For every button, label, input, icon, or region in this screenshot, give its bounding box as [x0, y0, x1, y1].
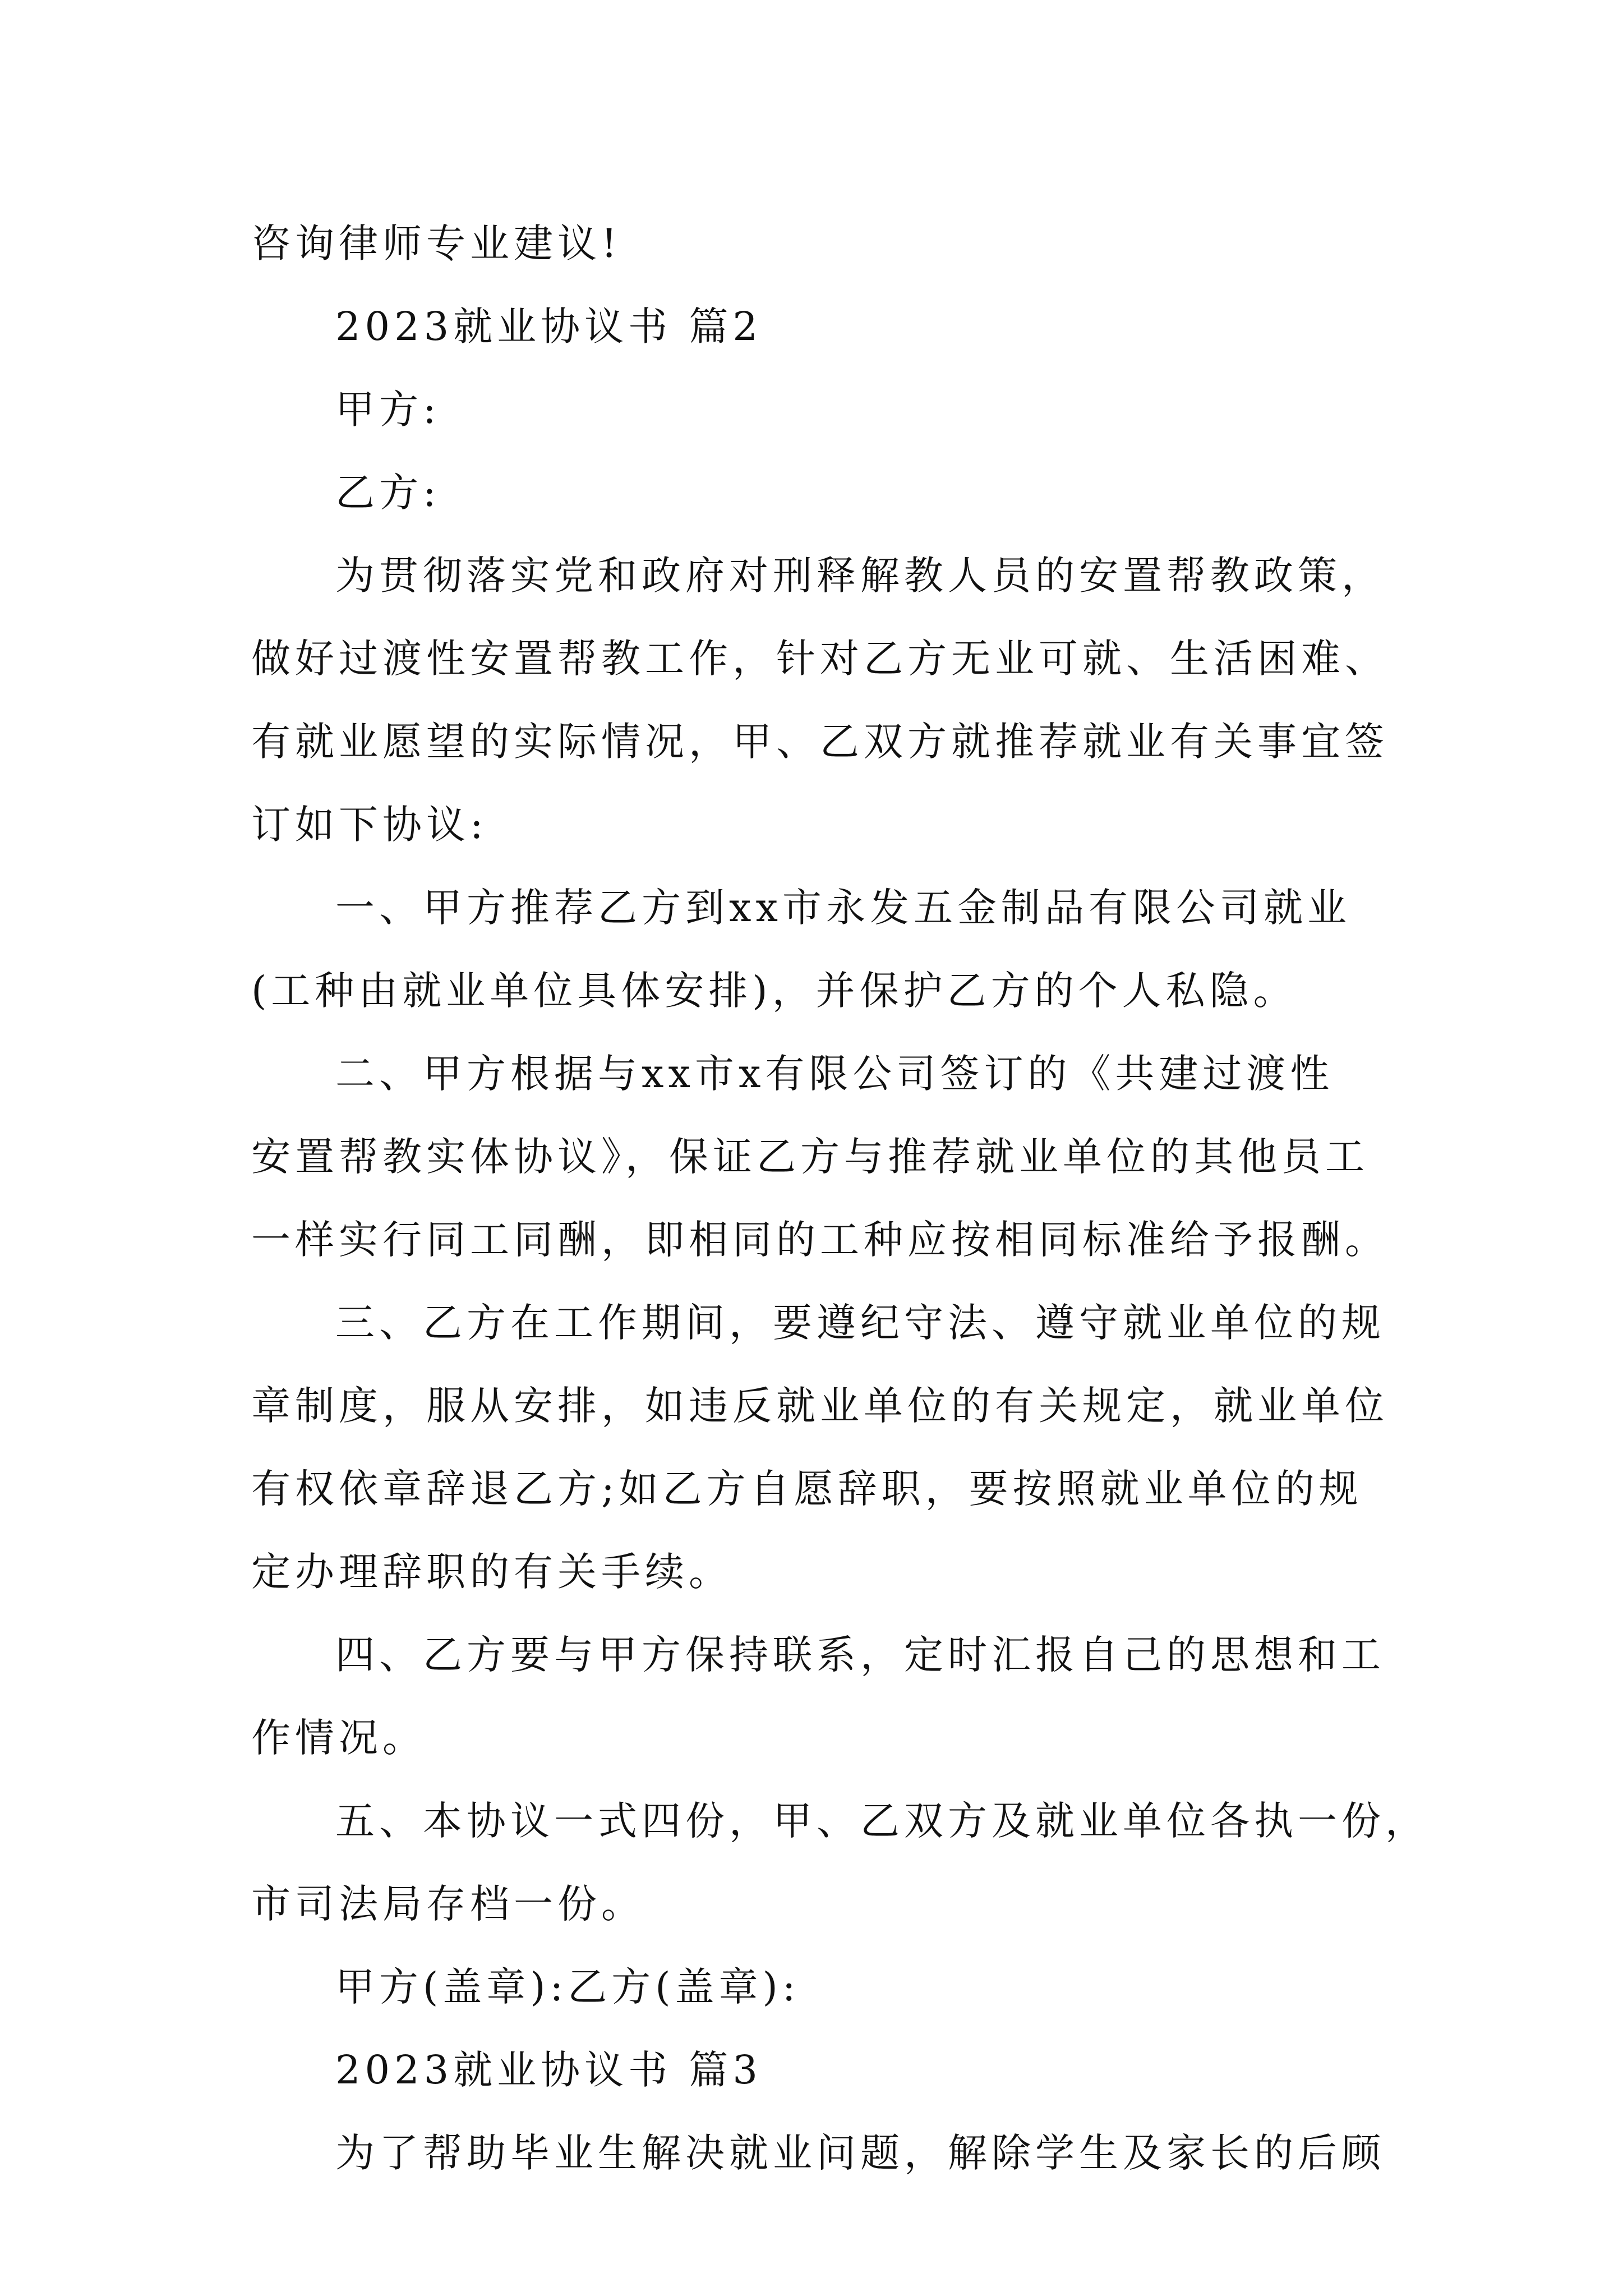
- clause-2: 二、甲方根据与xx市x有限公司签订的《共建过渡性: [335, 1051, 1334, 1097]
- clause-5: 五、本协议一式四份，甲、乙双方及就业单位各执一份，: [335, 1798, 1429, 1844]
- clause-4: 四、乙方要与甲方保持联系，定时汇报自己的思想和工: [335, 1632, 1385, 1678]
- document-body: [251, 202, 1429, 2194]
- clause-3: 三、乙方在工作期间，要遵纪守法、遵守就业单位的规: [335, 1300, 1385, 1346]
- clause-1: 一、甲方推荐乙方到xx市永发五金制品有限公司就业: [335, 885, 1351, 931]
- text-line: 作情况。: [251, 1715, 426, 1761]
- text-line: 有就业愿望的实际情况，甲、乙双方就推荐就业有关事宜签: [251, 719, 1389, 765]
- text-line: 有权依章辞退乙方;如乙方自愿辞职，要按照就业单位的规: [251, 1466, 1363, 1512]
- text-line: 做好过渡性安置帮教工作，针对乙方无业可就、生活困难、: [251, 636, 1389, 682]
- text-line: 订如下协议:: [251, 802, 488, 848]
- signature-line: 甲方(盖章):乙方(盖章):: [335, 1964, 800, 2010]
- text-line: 市司法局存档一份。: [251, 1881, 645, 1927]
- text-line: 定办理辞职的有关手续。: [251, 1549, 732, 1595]
- text-line: 安置帮教实体协议》，保证乙方与推荐就业单位的其他员工: [251, 1134, 1369, 1180]
- text-line: 为贯彻落实党和政府对刑释解教人员的安置帮教政策，: [335, 553, 1385, 599]
- section-heading: 2023就业协议书 篇2: [335, 303, 762, 349]
- text-line: 章制度，服从安排，如违反就业单位的有关规定，就业单位: [251, 1383, 1389, 1429]
- section-heading: 2023就业协议书 篇3: [335, 2047, 762, 2093]
- text-line: 为了帮助毕业生解决就业问题，解除学生及家长的后顾: [335, 2130, 1385, 2176]
- text-line: (工种由就业单位具体安排)，并保护乙方的个人私隐。: [251, 968, 1297, 1014]
- party-b-label: 乙方:: [335, 470, 441, 516]
- text-line: 咨询律师专业建议!: [251, 220, 622, 266]
- text-line: 一样实行同工同酬，即相同的工种应按相同标准给予报酬。: [251, 1217, 1389, 1263]
- party-a-label: 甲方:: [335, 386, 441, 432]
